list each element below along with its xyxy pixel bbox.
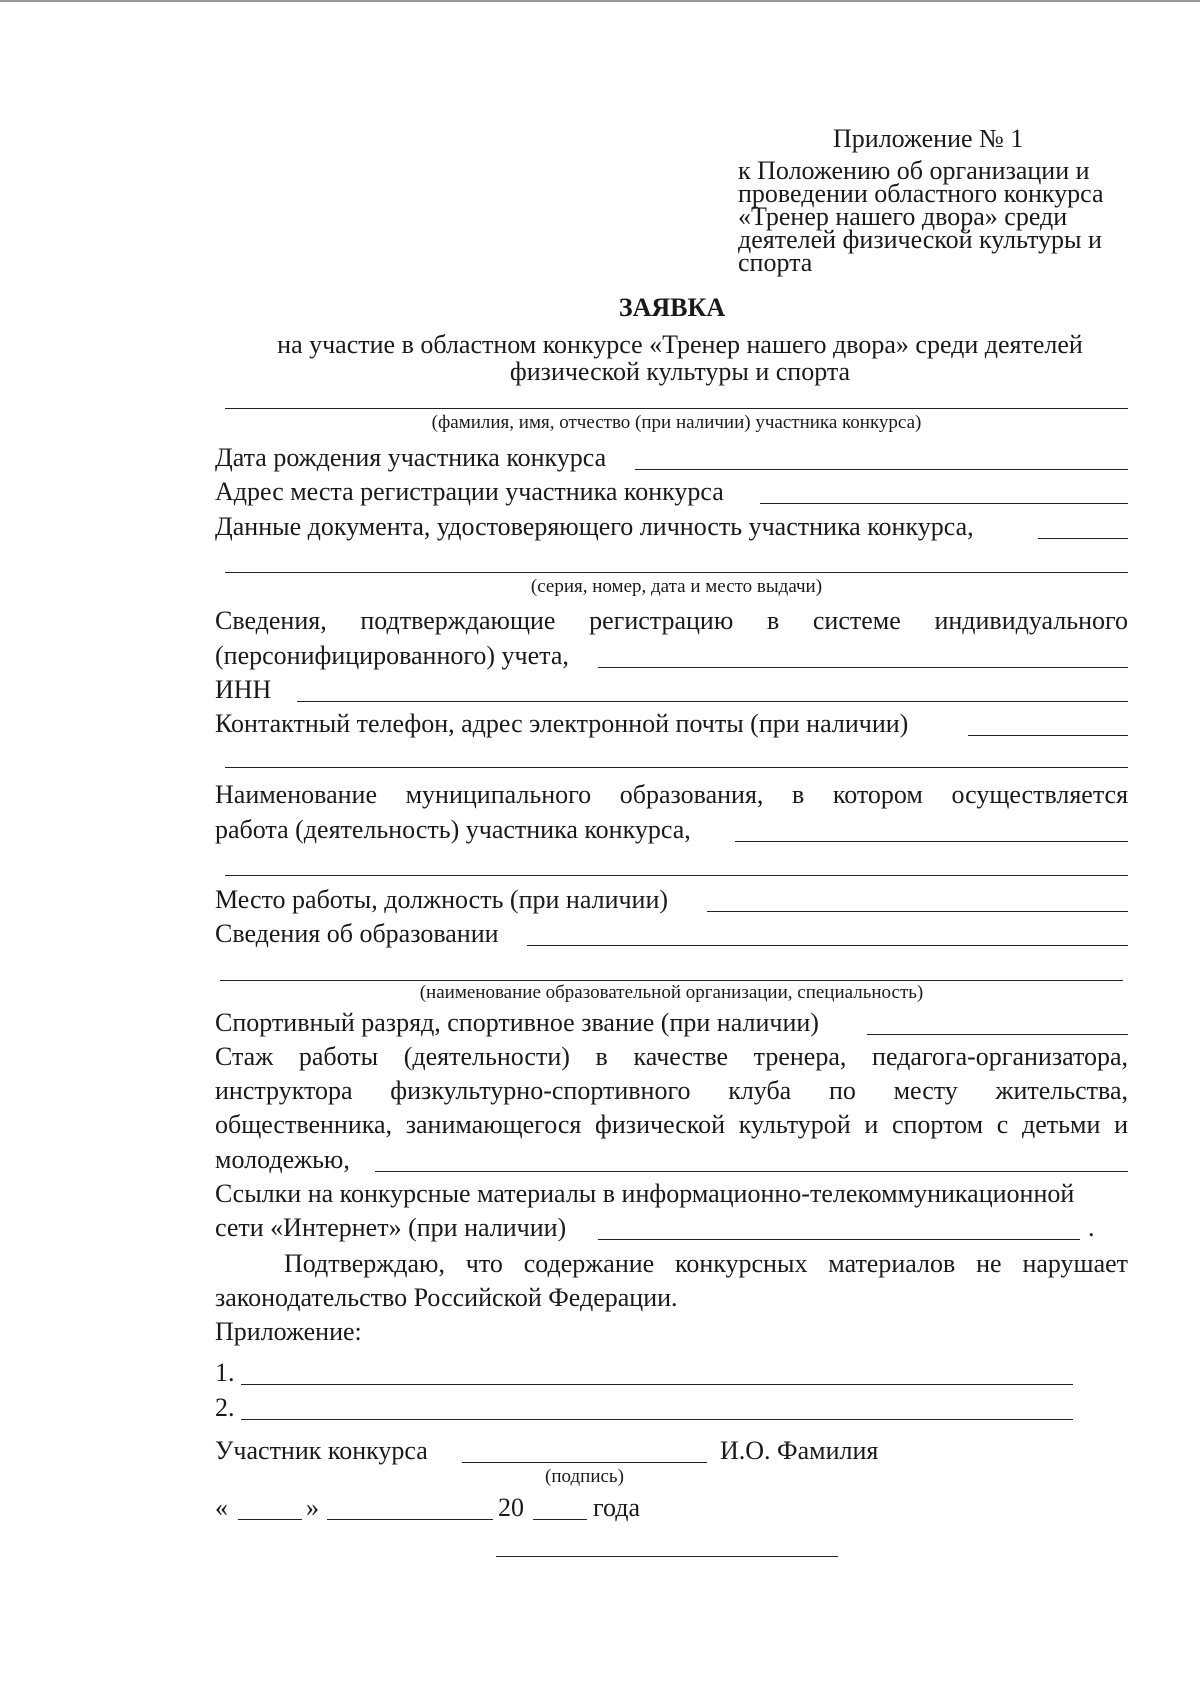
subtitle-line: на участие в областном конкурсе «Тренер нашего двора» среди деятелей [277,330,1083,359]
experience-label-line2: инструктора физкультурно-спортивного клуба по месту жительства, [215,1076,1129,1105]
municipality-field-2[interactable] [225,875,1128,876]
date-close-quote: » [306,1493,319,1522]
appendix-number: Приложение № 1 [833,124,1024,153]
municipality-label-line1: Наименование муниципального образования, в котором осуществляется [215,780,1129,809]
fio-field[interactable] [225,408,1128,409]
participant-name: И.О. Фамилия [720,1436,879,1465]
appendix-line: деятелей физической культуры и [738,225,1102,254]
scan-top-edge [0,0,1200,2]
signature-field[interactable] [462,1462,707,1463]
id-document-label: Данные документа, удостоверяющего личность участника конкурса, [215,512,974,541]
contacts-field-2[interactable] [225,767,1128,768]
attachment-field-2[interactable] [241,1419,1073,1420]
links-label-line1: Ссылки на конкурсные материалы в информационно-телекоммуникационной [215,1179,1075,1208]
subtitle-line: физической культуры и спорта [509,357,851,386]
id-document-field-2[interactable] [225,572,1128,573]
appendix-line: «Тренер нашего двора» среди [738,202,1068,231]
document-caption: (серия, номер, дата и место выдачи) [530,576,823,597]
education-caption: (наименование образовательной организации, специальность) [419,982,924,1003]
sport-rank-label: Спортивный разряд, спортивное звание (при наличии) [215,1008,819,1037]
attachment-field-1[interactable] [241,1384,1073,1385]
date-century: 20 [498,1493,524,1522]
date-open-quote: « [215,1493,228,1522]
education-field-2[interactable] [220,980,1123,981]
workplace-field[interactable] [707,911,1128,912]
experience-label-line1: Стаж работы (деятельности) в качестве тренера, педагога-организатора, [215,1042,1129,1071]
attachment-number-2: 2. [215,1393,235,1422]
date-month-field[interactable] [327,1519,493,1520]
links-field[interactable] [598,1239,1080,1240]
municipality-label-line2: работа (деятельность) участника конкурса, [215,815,691,844]
participant-label: Участник конкурса [215,1436,428,1465]
snils-field[interactable] [598,667,1128,668]
address-label: Адрес места регистрации участника конкурса [215,477,724,506]
education-field[interactable] [527,945,1128,946]
confirmation-line2: законодательство Российской Федерации. [215,1283,678,1312]
experience-field[interactable] [375,1171,1128,1172]
date-year-field[interactable] [533,1519,587,1520]
appendix-line: проведении областного конкурса [738,179,1104,208]
sport-rank-field[interactable] [867,1034,1128,1035]
experience-label-line3: общественника, занимающегося физической культурой и спортом с детьми и [215,1110,1128,1139]
workplace-label: Место работы, должность (при наличии) [215,885,669,914]
snils-label-line1: Сведения, подтверждающие регистрацию в системе индивидуального [215,606,1129,635]
links-period: . [1088,1213,1095,1242]
birth-date-label: Дата рождения участника конкурса [215,443,607,472]
attachments-label: Приложение: [215,1317,362,1346]
appendix-line: к Положению об организации и [738,156,1090,185]
inn-label: ИНН [215,675,272,704]
address-field[interactable] [760,503,1128,504]
fio-caption: (фамилия, имя, отчество (при наличии) участника конкурса) [431,412,922,433]
form-subtitle [240,331,1120,385]
experience-label-line4: молодежью, [215,1145,350,1174]
education-label: Сведения об образовании [215,919,499,948]
signature-caption: (подпись) [545,1466,624,1487]
snils-label-line2: (персонифицированного) учета, [215,641,569,670]
bottom-line [496,1556,838,1557]
inn-field[interactable] [297,701,1128,702]
appendix-line: спорта [738,248,813,277]
birth-date-field[interactable] [635,469,1128,470]
contacts-label: Контактный телефон, адрес электронной почты (при наличии) [215,709,909,738]
contacts-field[interactable] [968,735,1128,736]
confirmation-line1: Подтверждаю, что содержание конкурсных материалов не нарушает [284,1249,1129,1278]
appendix-reference [738,156,1104,277]
links-label-line2: сети «Интернет» (при наличии) [215,1213,567,1242]
attachment-number-1: 1. [215,1358,235,1387]
id-document-field[interactable] [1038,538,1128,539]
municipality-field[interactable] [735,841,1128,842]
form-title: ЗАЯВКА [618,293,726,322]
date-day-field[interactable] [238,1519,302,1520]
date-year-word: года [593,1493,641,1522]
